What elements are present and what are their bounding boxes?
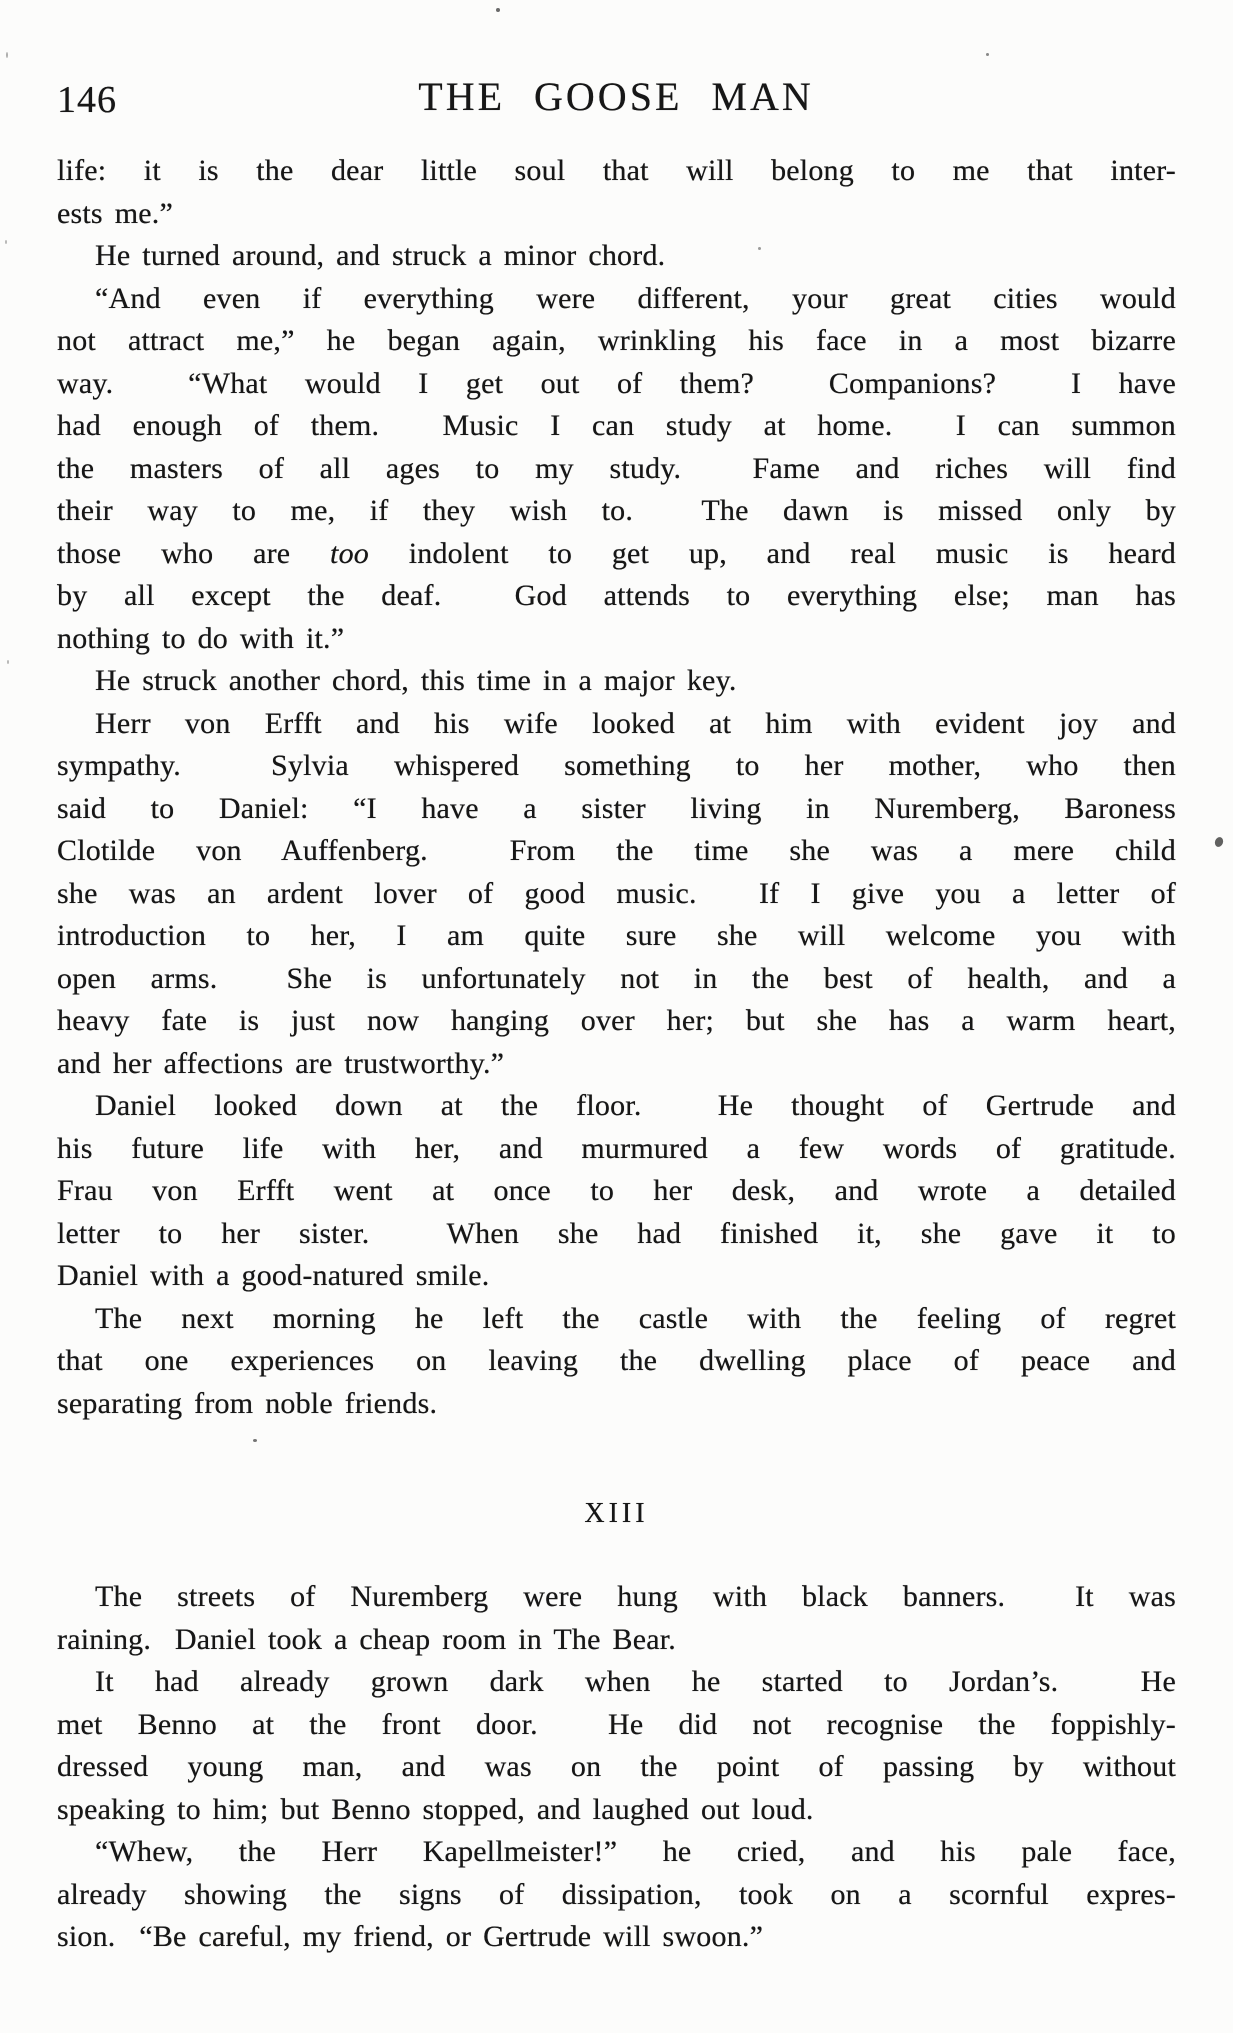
text-line: Daniel with a good-natured smile. [57, 1259, 490, 1292]
text-line: speaking to him; but Benno stopped, and laughed out loud. [57, 1792, 814, 1826]
text-line: not attract me,” he began again, wrinkling his face in a most bizarre [57, 324, 1176, 357]
text-line: ests me.” [57, 196, 173, 230]
text-line: heavy fate is just now hanging over her; but she has a warm heart, [57, 1004, 1176, 1037]
paragraph [57, 660, 1176, 703]
scan-speck [5, 240, 7, 244]
text-line: sympathy. Sylvia whispered something to her mother, who then [57, 749, 1176, 782]
paragraph [57, 235, 1176, 278]
scan-speck [7, 660, 9, 664]
text-line: their way to me, if they wish to. The dawn is missed only by [57, 494, 1176, 527]
text-line: It had already grown dark when he started to Jordan’s. He [95, 1665, 1176, 1698]
text-line: “And even if everything were different, your great cities would [95, 281, 1176, 315]
scan-speck [253, 1439, 257, 1442]
running-title: THE GOOSE MAN [418, 74, 814, 119]
text-line: Daniel looked down at the floor. He thought of Gertrude and [95, 1089, 1176, 1122]
text-line: by all except the deaf. God attends to everything else; man has [57, 579, 1176, 612]
paragraph [57, 1576, 1176, 1661]
text-line: raining. Daniel took a cheap room in The Bear. [57, 1622, 676, 1656]
scan-speck [6, 52, 8, 58]
text-line: his future life with her, and murmured a few words of gratitude. [57, 1131, 1176, 1165]
paragraph [57, 703, 1176, 1086]
text-line: The next morning he left the castle with the feeling of regret [95, 1301, 1176, 1335]
scan-speck [496, 8, 500, 12]
scan-speck [986, 53, 989, 56]
text-line: life: it is the dear little soul that will belong to me that inter- [57, 154, 1176, 187]
page-header [57, 74, 1175, 120]
text-line: letter to her sister. When she had finished it, she gave it to [57, 1216, 1176, 1250]
text-line: Herr von Erfft and his wife looked at him with evident joy and [95, 706, 1176, 740]
paragraph [57, 278, 1176, 661]
text-line: already showing the signs of dissipation, took on a scornful expres- [57, 1877, 1176, 1911]
scan-speck [1214, 836, 1225, 848]
text-line: Frau von Erfft went at once to her desk, and wrote a detailed [57, 1174, 1176, 1207]
text-line: and her affections are trustworthy.” [57, 1046, 505, 1080]
text-line: the masters of all ages to my study. Fame and riches will find [57, 451, 1176, 485]
text-line: had enough of them. Music I can study at home. I can summon [57, 409, 1176, 442]
text-line: nothing to do with it.” [57, 621, 345, 655]
text-line: sion. “Be careful, my friend, or Gertrude will swoon.” [57, 1920, 764, 1953]
text-line: Clotilde von Auffenberg. From the time she was a mere child [57, 834, 1176, 867]
scan-speck [758, 247, 761, 250]
text-line: introduction to her, I am quite sure she will welcome you with [57, 919, 1176, 952]
text-line: He struck another chord, this time in a major key. [95, 664, 737, 697]
text-line: said to Daniel: “I have a sister living in Nuremberg, Baroness [57, 791, 1176, 825]
page-body [57, 150, 1176, 1959]
paragraph [57, 1661, 1176, 1831]
text-line: way. “What would I get out of them? Companions? I have [57, 366, 1176, 400]
page-number: 146 [57, 79, 117, 121]
text-line: she was an ardent lover of good music. If I give you a letter of [57, 876, 1176, 910]
paragraph [57, 1085, 1176, 1298]
text-line: He turned around, and struck a minor chord. [95, 239, 666, 272]
text-line: that one experiences on leaving the dwelling place of peace and [57, 1344, 1176, 1377]
text-line: dressed young man, and was on the point of passing by without [57, 1750, 1176, 1783]
text-line: met Benno at the front door. He did not recognise the foppishly- [57, 1707, 1176, 1741]
text-line: “Whew, the Herr Kapellmeister!” he cried, and his pale face, [95, 1835, 1176, 1868]
text-line: The streets of Nuremberg were hung with black banners. It was [95, 1580, 1176, 1613]
text-line: open arms. She is unfortunately not in the best of health, and a [57, 961, 1176, 995]
paragraph [57, 1298, 1176, 1426]
text-line: those who are too indolent to get up, and real music is heard [57, 536, 1176, 570]
section-heading: XIII [584, 1498, 649, 1529]
paragraph [57, 1831, 1176, 1959]
text-line: separating from noble friends. [57, 1386, 438, 1420]
paragraph [57, 150, 1176, 235]
